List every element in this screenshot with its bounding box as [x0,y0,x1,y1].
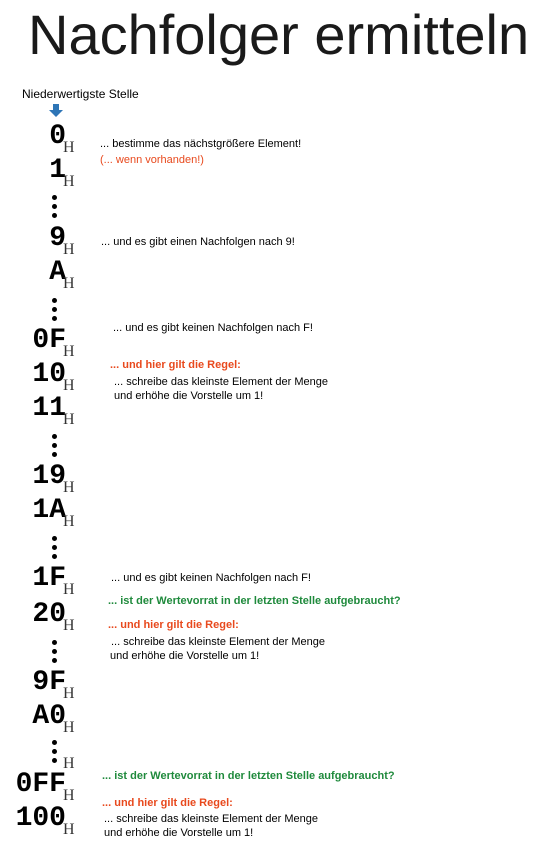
rule-text-line2: und erhöhe die Vorstelle um 1! [104,827,254,839]
ellipsis-dots [52,195,58,222]
hex-number-10: 10 [32,359,66,390]
hex-subscript: H [63,411,75,428]
hex-number-0FF: 0FF [15,769,66,800]
hex-number-9: 9 [49,223,66,254]
ellipsis-dots [52,640,58,667]
hex-number-19: 19 [32,461,66,492]
rule-label: ... und hier gilt die Regel: [110,359,241,371]
rule-label: ... und hier gilt die Regel: [102,797,233,809]
rule-text-line2: und erhöhe die Vorstelle um 1! [110,650,260,662]
note-determine-next: ... bestimme das nächstgrößere Element! [100,138,302,150]
note-if-available: (... wenn vorhanden!) [100,154,204,166]
hex-subscript: H [63,343,75,360]
ellipsis-dots [52,536,58,563]
hex-subscript: H [63,821,75,838]
ellipsis-dots [52,434,58,461]
hex-number-0: 0 [49,121,66,152]
hex-number-20: 20 [32,599,66,630]
hex-subscript: H [63,755,75,772]
hex-subscript: H [63,377,75,394]
hex-subscript: H [63,241,75,258]
ellipsis-dots [52,298,58,325]
note-no-successor-after-F: ... und es gibt keinen Nachfolgen nach F! [111,572,311,584]
note-successor-after-9: ... und es gibt einen Nachfolgen nach 9! [101,236,295,248]
question-value-range-exhausted: ... ist der Wertevorrat in der letzten Stelle aufgebraucht? [102,770,395,782]
hex-subscript: H [63,787,75,804]
hex-subscript: H [63,173,75,190]
hex-number-0F: 0F [32,325,66,356]
hex-number-11: 11 [32,393,66,424]
hex-subscript: H [63,685,75,702]
hex-subscript: H [63,479,75,496]
hex-number-1: 1 [49,155,66,186]
rule-text-line1: ... schreibe das kleinste Element der Menge [111,636,326,648]
hex-number-9F: 9F [32,667,66,698]
hex-subscript: H [63,275,75,292]
ellipsis-dots [52,740,58,767]
hex-subscript: H [63,513,75,530]
hex-subscript: H [63,581,75,598]
hex-subscript: H [63,617,75,634]
hex-number-A: A [49,257,66,288]
rule-text-line1: ... schreibe das kleinste Element der Menge [114,376,329,388]
rule-text-line1: ... schreibe das kleinste Element der Menge [104,813,319,825]
note-no-successor-after-F: ... und es gibt keinen Nachfolgen nach F! [113,322,313,334]
rule-text-line2: und erhöhe die Vorstelle um 1! [114,390,264,402]
arrow-down-icon [49,104,63,118]
question-value-range-exhausted: ... ist der Wertevorrat in der letzten Stelle aufgebraucht? [108,595,401,607]
page-title: Nachfolger ermitteln [28,3,530,66]
hex-number-1F: 1F [32,563,66,594]
rule-label: ... und hier gilt die Regel: [108,619,239,631]
hex-subscript: H [63,139,75,156]
least-significant-digit-caption: Niederwertigste Stelle [22,87,139,101]
hex-number-A0: A0 [32,701,66,732]
hex-number-100: 100 [15,803,66,834]
hex-number-1A: 1A [32,495,66,526]
hex-subscript: H [63,719,75,736]
